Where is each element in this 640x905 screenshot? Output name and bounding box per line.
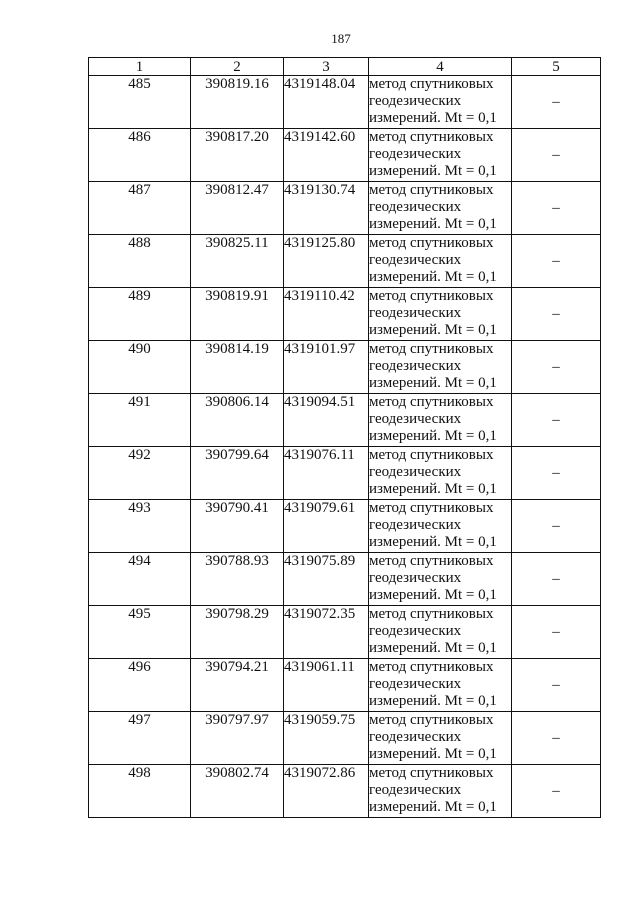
- table-row: [89, 553, 601, 606]
- coordinate-col3: 4319061.11: [284, 659, 369, 712]
- method-line: измерений. Mt = 0,1: [369, 216, 497, 232]
- coordinate-col2: 390797.97: [191, 712, 284, 765]
- method-line: метод спутниковых: [369, 235, 494, 251]
- point-number: 485: [89, 76, 191, 129]
- method-line: измерений. Mt = 0,1: [369, 746, 497, 762]
- method-cell: [369, 394, 512, 447]
- coordinate-col2: 390788.93: [191, 553, 284, 606]
- coordinate-col3: 4319079.61: [284, 500, 369, 553]
- coordinate-col3: 4319072.35: [284, 606, 369, 659]
- point-number: 495: [89, 606, 191, 659]
- method-cell: [369, 129, 512, 182]
- method-line: метод спутниковых: [369, 76, 494, 92]
- col5-value: –: [512, 553, 601, 606]
- method-line: измерений. Mt = 0,1: [369, 110, 497, 126]
- coordinate-col2: 390812.47: [191, 182, 284, 235]
- col5-value: –: [512, 129, 601, 182]
- col5-value: –: [512, 500, 601, 553]
- col5-value: –: [512, 235, 601, 288]
- method-line: метод спутниковых: [369, 553, 494, 569]
- coordinate-col3: 4319148.04: [284, 76, 369, 129]
- method-line: геодезических: [369, 146, 462, 162]
- method-cell: [369, 235, 512, 288]
- point-number: 493: [89, 500, 191, 553]
- col5-value: –: [512, 394, 601, 447]
- method-line: геодезических: [369, 623, 462, 639]
- method-line: геодезических: [369, 411, 462, 427]
- method-line: измерений. Mt = 0,1: [369, 587, 497, 603]
- method-line: измерений. Mt = 0,1: [369, 375, 497, 391]
- method-line: геодезических: [369, 305, 462, 321]
- page-number: 187: [331, 31, 351, 46]
- method-cell: [369, 288, 512, 341]
- col5-value: –: [512, 765, 601, 818]
- coordinates-table: [88, 57, 601, 818]
- col5-value: –: [512, 606, 601, 659]
- coordinate-col2: 390819.91: [191, 288, 284, 341]
- coordinate-col2: 390825.11: [191, 235, 284, 288]
- coordinate-col3: 4319130.74: [284, 182, 369, 235]
- table-row: [89, 659, 601, 712]
- method-line: геодезических: [369, 517, 462, 533]
- table-row: [89, 129, 601, 182]
- point-number: 496: [89, 659, 191, 712]
- method-line: геодезических: [369, 676, 462, 692]
- method-line: метод спутниковых: [369, 288, 494, 304]
- coordinate-col3: 4319059.75: [284, 712, 369, 765]
- method-cell: [369, 606, 512, 659]
- coordinate-col2: 390806.14: [191, 394, 284, 447]
- method-line: измерений. Mt = 0,1: [369, 428, 497, 444]
- coordinate-col3: 4319142.60: [284, 129, 369, 182]
- method-line: метод спутниковых: [369, 500, 494, 516]
- method-line: геодезических: [369, 358, 462, 374]
- point-number: 498: [89, 765, 191, 818]
- point-number: 494: [89, 553, 191, 606]
- method-line: геодезических: [369, 252, 462, 268]
- method-cell: [369, 182, 512, 235]
- coordinate-col2: 390814.19: [191, 341, 284, 394]
- method-cell: [369, 553, 512, 606]
- point-number: 497: [89, 712, 191, 765]
- coordinate-col2: 390799.64: [191, 447, 284, 500]
- method-cell: [369, 341, 512, 394]
- method-line: измерений. Mt = 0,1: [369, 322, 497, 338]
- method-cell: [369, 712, 512, 765]
- col5-value: –: [512, 182, 601, 235]
- coordinate-col2: 390798.29: [191, 606, 284, 659]
- coordinate-col3: 4319094.51: [284, 394, 369, 447]
- table-row: [89, 606, 601, 659]
- col5-value: –: [512, 447, 601, 500]
- method-line: метод спутниковых: [369, 659, 494, 675]
- method-line: геодезических: [369, 93, 462, 109]
- method-line: измерений. Mt = 0,1: [369, 799, 497, 815]
- table-row: [89, 712, 601, 765]
- col5-value: –: [512, 288, 601, 341]
- coordinate-col3: 4319075.89: [284, 553, 369, 606]
- method-line: измерений. Mt = 0,1: [369, 640, 497, 656]
- point-number: 487: [89, 182, 191, 235]
- col5-value: –: [512, 712, 601, 765]
- method-line: геодезических: [369, 782, 462, 798]
- point-number: 490: [89, 341, 191, 394]
- method-line: метод спутниковых: [369, 447, 494, 463]
- point-number: 489: [89, 288, 191, 341]
- coordinate-col3: 4319110.42: [284, 288, 369, 341]
- table-row: [89, 76, 601, 129]
- coordinate-col3: 4319101.97: [284, 341, 369, 394]
- table-row: [89, 500, 601, 553]
- point-number: 492: [89, 447, 191, 500]
- table-row: [89, 182, 601, 235]
- method-cell: [369, 447, 512, 500]
- method-line: измерений. Mt = 0,1: [369, 534, 497, 550]
- method-line: измерений. Mt = 0,1: [369, 693, 497, 709]
- coordinate-col2: 390817.20: [191, 129, 284, 182]
- coordinate-col3: 4319072.86: [284, 765, 369, 818]
- method-line: геодезических: [369, 729, 462, 745]
- method-line: метод спутниковых: [369, 765, 494, 781]
- method-line: геодезических: [369, 570, 462, 586]
- method-line: метод спутниковых: [369, 341, 494, 357]
- method-line: измерений. Mt = 0,1: [369, 481, 497, 497]
- method-cell: [369, 500, 512, 553]
- point-number: 488: [89, 235, 191, 288]
- table-row: [89, 447, 601, 500]
- col5-value: –: [512, 659, 601, 712]
- coordinate-col3: 4319076.11: [284, 447, 369, 500]
- method-line: метод спутниковых: [369, 182, 494, 198]
- method-line: метод спутниковых: [369, 394, 494, 410]
- column-header-1: 1: [89, 58, 191, 76]
- column-header-5: 5: [512, 58, 601, 76]
- method-line: геодезических: [369, 199, 462, 215]
- method-cell: [369, 765, 512, 818]
- table-row: [89, 341, 601, 394]
- column-header-2: 2: [191, 58, 284, 76]
- method-line: геодезических: [369, 464, 462, 480]
- coordinate-col2: 390790.41: [191, 500, 284, 553]
- point-number: 491: [89, 394, 191, 447]
- coordinate-col2: 390802.74: [191, 765, 284, 818]
- coordinate-col2: 390794.21: [191, 659, 284, 712]
- table-row: [89, 394, 601, 447]
- col5-value: –: [512, 341, 601, 394]
- column-header-3: 3: [284, 58, 369, 76]
- header-row: [89, 58, 601, 76]
- coordinate-col2: 390819.16: [191, 76, 284, 129]
- table-row: [89, 235, 601, 288]
- method-cell: [369, 76, 512, 129]
- method-line: метод спутниковых: [369, 129, 494, 145]
- point-number: 486: [89, 129, 191, 182]
- method-cell: [369, 659, 512, 712]
- table-row: [89, 288, 601, 341]
- method-line: измерений. Mt = 0,1: [369, 269, 497, 285]
- col5-value: –: [512, 76, 601, 129]
- method-line: измерений. Mt = 0,1: [369, 163, 497, 179]
- method-line: метод спутниковых: [369, 712, 494, 728]
- column-header-4: 4: [369, 58, 512, 76]
- method-line: метод спутниковых: [369, 606, 494, 622]
- coordinate-col3: 4319125.80: [284, 235, 369, 288]
- table-row: [89, 765, 601, 818]
